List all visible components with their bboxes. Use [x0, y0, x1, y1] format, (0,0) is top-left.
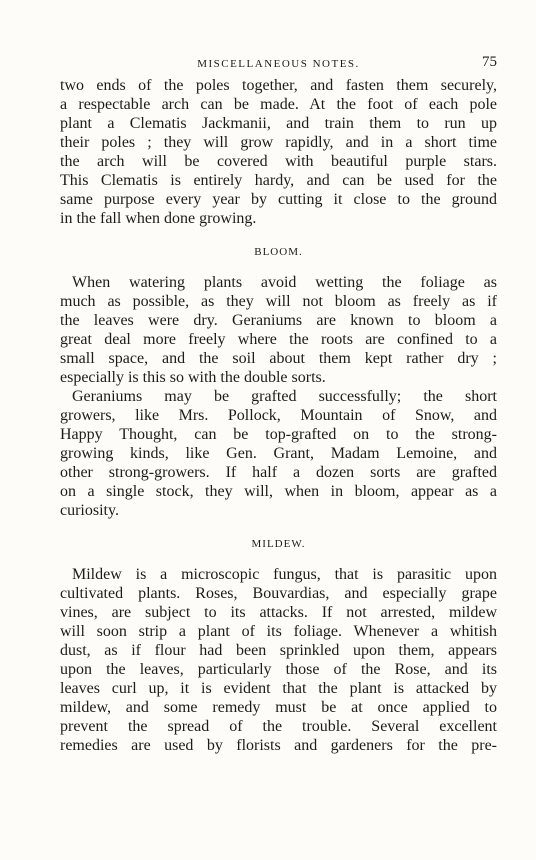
text-line: prevent the spread of the trouble. Several excellent: [60, 718, 497, 735]
text-line: much as possible, as they will not bloom as freely as if: [60, 293, 497, 310]
section-heading-mildew: MILDEW.: [251, 538, 306, 550]
text-line: plant a Clematis Jackmanii, and train them to run up: [60, 115, 497, 132]
page-number: 75: [482, 54, 497, 70]
text-line: will soon strip a plant of its foliage. Whenever a whitish: [60, 623, 497, 640]
text-line: This Clematis is entirely hardy, and can be used for the: [60, 172, 497, 189]
bloom-paragraph-2: [60, 387, 497, 520]
text-line: curiosity.: [60, 502, 119, 519]
text-line: When watering plants avoid wetting the foliage as: [72, 274, 497, 291]
text-line: small space, and the soil about them kept rather dry ;: [60, 350, 497, 367]
intro-paragraph: [60, 76, 497, 228]
text-line: growing kinds, like Gen. Grant, Madam Lemoine, and: [60, 445, 497, 462]
text-line: Mildew is a microscopic fungus, that is parasitic upon: [72, 566, 497, 583]
bloom-paragraph-1: [60, 273, 497, 387]
text-line: dust, as if flour had been sprinkled upon them, appears: [60, 642, 497, 659]
text-line: same purpose every year by cutting it close to the ground: [60, 191, 497, 208]
mildew-paragraph-1: [60, 565, 497, 755]
text-line: great deal more freely where the roots are confined to a: [60, 331, 497, 348]
text-line: on a single stock, they will, when in bloom, appear as a: [60, 483, 497, 500]
text-line: Happy Thought, can be top-grafted on to the strong-: [60, 426, 497, 443]
text-line: especially is this so with the double sorts.: [60, 369, 326, 386]
text-line: growers, like Mrs. Pollock, Mountain of Snow, and: [60, 407, 497, 424]
text-line: cultivated plants. Roses, Bouvardias, and especially grape: [60, 585, 497, 602]
text-line: two ends of the poles together, and fasten them securely,: [60, 77, 497, 94]
book-page: [60, 50, 497, 755]
text-line: other strong-growers. If half a dozen sorts are grafted: [60, 464, 497, 481]
text-line: vines, are subject to its attacks. If not arrested, mildew: [60, 604, 497, 621]
running-title: MISCELLANEOUS NOTES.: [197, 58, 360, 70]
text-line: remedies are used by florists and gardeners for the pre-: [60, 737, 497, 754]
running-head: [60, 50, 497, 76]
text-line: a respectable arch can be made. At the foot of each pole: [60, 96, 497, 113]
text-line: Geraniums may be grafted successfully; the short: [72, 388, 497, 405]
text-line: leaves curl up, it is evident that the plant is attacked by: [60, 680, 497, 697]
text-line: their poles ; they will grow rapidly, and in a short time: [60, 134, 497, 151]
text-line: the arch will be covered with beautiful purple stars.: [60, 153, 497, 170]
text-line: mildew, and some remedy must be at once applied to: [60, 699, 497, 716]
section-heading-bloom: BLOOM.: [254, 246, 303, 258]
text-line: upon the leaves, particularly those of the Rose, and its: [60, 661, 497, 678]
text-line: in the fall when done growing.: [60, 210, 257, 227]
text-line: the leaves were dry. Geraniums are known to bloom a: [60, 312, 497, 329]
